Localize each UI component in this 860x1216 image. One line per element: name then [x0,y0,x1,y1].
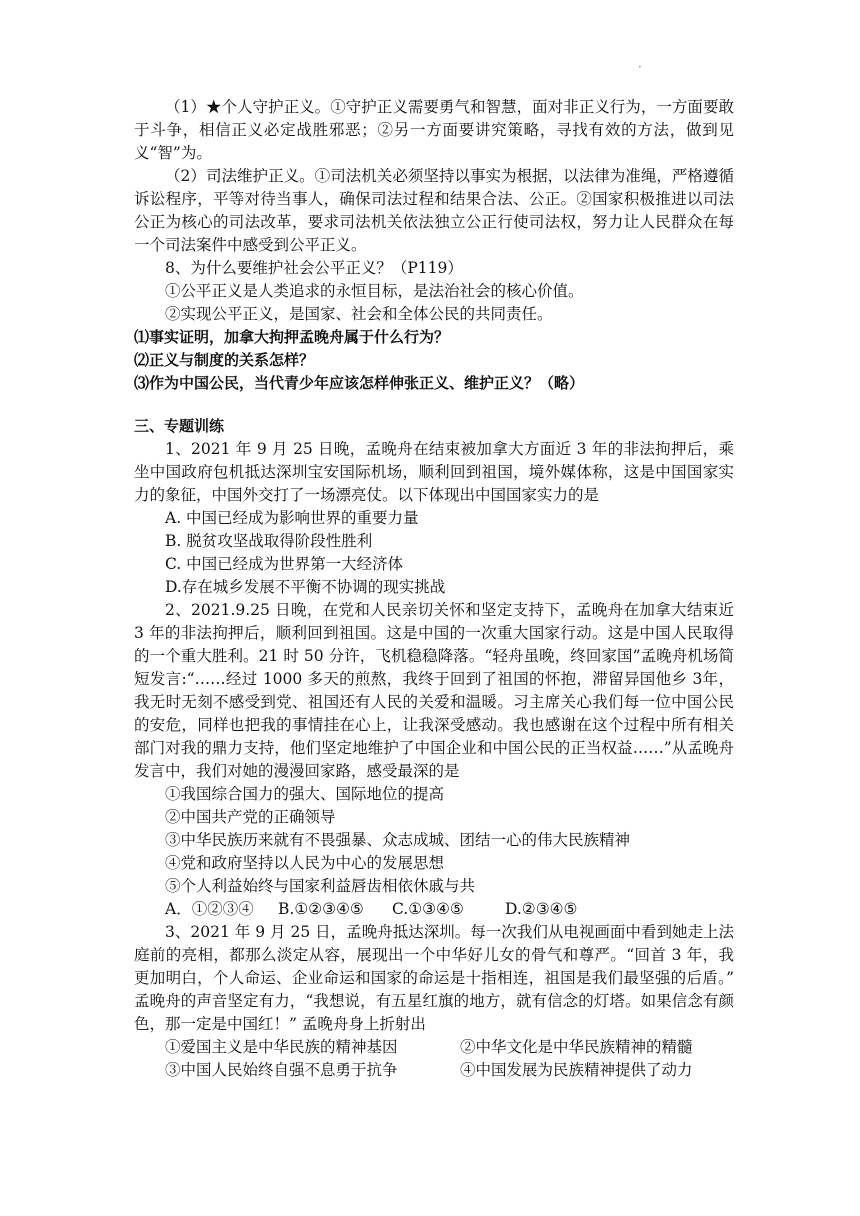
section-title: 三、专题训练 [134,417,225,435]
bold-question-3: ⑶作为中国公民，当代青少年应该怎样伸张正义、维护正义？（略） [134,374,585,392]
question-8-answer-2: ②实现公平正义，是国家、社会和全体公民的共同责任。 [165,305,553,323]
q2-item-1: ①我国综合国力的强大、国际地位的提高 [165,785,445,803]
q3-item-1: ①爱国主义是中华民族的精神基因 [165,1038,398,1056]
q2-stem: 2、2021.9.25 日晚，在党和人民亲切关怀和坚定支持下，孟晚舟在加拿大结束近 3 年的非法拘押后，顺利回到祖国。这是中国的一次重大国家行动。这是中国人民取得的一个重大胜利。21 时 50 分许，飞机稳稳降落。“轻舟虽晚，终回家国”孟晚舟机场简短发言:“……经过 1000 多天的煎熬，我终于回到了祖国的怀抱，滞留异国他乡 3年，我无时无刻不感受到党、祖国还有人民的关爱和温暖。习主席关心我们每一位中国公民的安危，同样也把我的事情挂在心上，让我深受感动。我也感谢在这个过程中所有相关部门对我的鼎力支持，他们坚定地维护了中国企业和中国公民的正当权益……”从孟晚舟发言中，我们对她的漫漫回家路，感受最深的是 [134,601,734,780]
q1-option-a: A. 中国已经成为影响世界的重要力量 [165,509,419,527]
q2-choice-c: C.①③④⑤ [392,900,464,918]
q3-items-row-2 [134,1059,734,1082]
document-page [134,96,734,1082]
q3-item-2: ②中华文化是中华民族精神的精髓 [460,1038,693,1056]
bold-question-1: ⑴事实证明，加拿大拘押孟晚舟属于什么行为？ [134,328,450,346]
q2-choice-b: B.①②③④⑤ [278,900,364,918]
knowledge-paragraph-1: （1）★个人守护正义。①守护正义需要勇气和智慧，面对非正义行为，一方面要敢于斗争，相信正义必定战胜邪恶；②另一方面要讲究策略，寻找有效的方法，做到见义“智”为。 [134,98,734,162]
question-8-answer-1: ①公平正义是人类追求的永恒目标，是法治社会的核心价值。 [165,282,584,300]
q3-stem: 3、2021 年 9 月 25 日，孟晚舟抵达深圳。每一次我们从电视画面中看到她走上法庭前的亮相，都那么淡定从容，展现出一个中华好儿女的骨气和尊严。“回首 3 年，我更加明白，个人命运、企业命运和国家的命运是十指相连，祖国是我们最坚强的后盾。” 孟晚舟的声音坚定有力，“我想说，有五星红旗的地方，就有信念的灯塔。如果信念有颜色，那一定是中国红！” 孟晚舟身上折射出 [134,923,734,1033]
q1-option-b: B. 脱贫攻坚战取得阶段性胜利 [165,532,373,550]
q1-stem: 1、2021 年 9 月 25 日晚，孟晚舟在结束被加拿大方面近 3 年的非法拘押后，乘坐中国政府包机抵达深圳宝安国际机场，顺利回到祖国，境外媒体称，这是中国国家实力的象征，中国外交打了一场漂亮仗。以下体现出中国国家实力的是 [134,440,734,504]
bold-question-2: ⑵正义与制度的关系怎样？ [134,351,315,369]
q3-items-row-1 [134,1036,734,1059]
q2-item-4: ④党和政府坚持以人民为中心的发展思想 [165,854,445,872]
q2-choice-a: A．①②③④ [165,900,254,918]
q2-item-2: ②中国共产党的正确领导 [165,808,336,826]
question-8: 8、为什么要维护社会公平正义？（P119） [165,259,463,277]
q1-option-d: D.存在城乡发展不平衡不协调的现实挑战 [165,578,446,596]
q1-option-c: C. 中国已经成为世界第一大经济体 [165,555,404,573]
q3-item-4: ④中国发展为民族精神提供了动力 [460,1061,693,1079]
q2-choices [134,898,734,921]
header-mark: · [638,60,642,74]
knowledge-paragraph-2: （2）司法维护正义。①司法机关必须坚持以事实为根据，以法律为准绳，严格遵循诉讼程序，平等对待当事人，确保司法过程和结果合法、公正。②国家积极推进以司法公正为核心的司法改革，要求司法机关依法独立公正行使司法权，努力让人民群众在每一个司法案件中感受到公平正义。 [134,167,734,254]
q2-choice-d: D.②③④⑤ [505,900,578,918]
q2-item-5: ⑤个人利益始终与国家利益唇齿相依休戚与共 [165,877,476,895]
q3-item-3: ③中国人民始终自强不息勇于抗争 [165,1061,398,1079]
q2-item-3: ③中华民族历来就有不畏强暴、众志成城、团结一心的伟大民族精神 [165,831,631,849]
